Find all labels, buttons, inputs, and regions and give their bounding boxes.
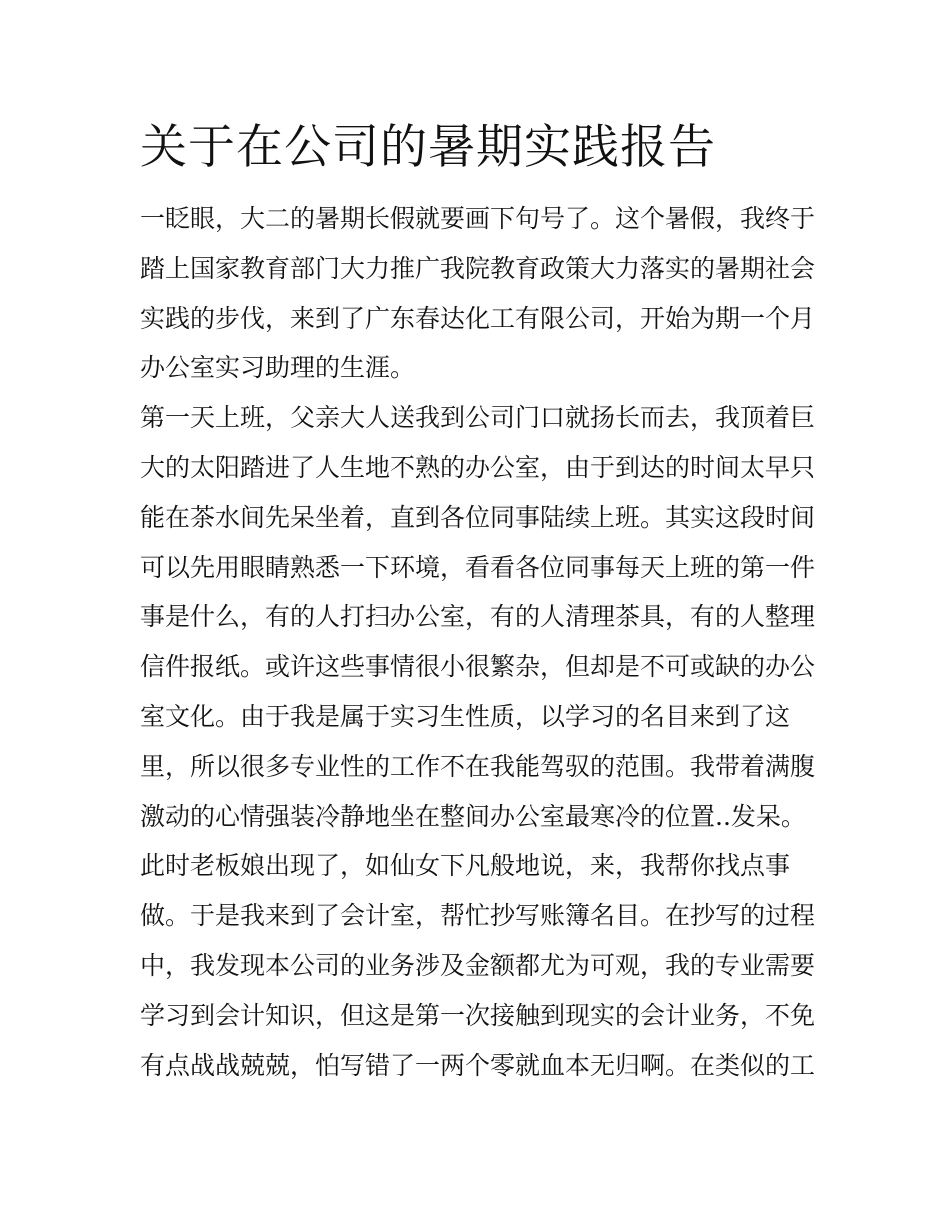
body-line: 能在茶水间先呆坐着，直到各位同事陆续上班。其实这段时间 bbox=[140, 502, 816, 532]
document-title: 关于在公司的暑期实践报告 bbox=[140, 120, 716, 175]
body-line: 办公室实习助理的生涯。 bbox=[140, 353, 416, 383]
body-line: 学习到会计知识，但这是第一次接触到现实的会计业务，不免 bbox=[140, 1000, 816, 1030]
body-line: 信件报纸。或许这些事情很小很繁杂，但却是不可或缺的办公 bbox=[140, 652, 816, 682]
body-line: 有点战战兢兢，怕写错了一两个零就血本无归啊。在类似的工 bbox=[140, 1050, 816, 1080]
body-line: 事是什么，有的人打扫办公室，有的人清理茶具，有的人整理 bbox=[140, 602, 816, 632]
body-line: 此时老板娘出现了，如仙女下凡般地说，来，我帮你找点事 bbox=[140, 851, 791, 881]
body-line: 实践的步伐，来到了广东春达化工有限公司，开始为期一个月 bbox=[140, 303, 816, 333]
body-line: 中，我发现本公司的业务涉及金额都尤为可观，我的专业需要 bbox=[140, 950, 816, 980]
body-line: 大的太阳踏进了人生地不熟的办公室，由于到达的时间太早只 bbox=[140, 452, 816, 482]
body-line: 踏上国家教育部门大力推广我院教育政策大力落实的暑期社会 bbox=[140, 253, 816, 283]
body-line: 激动的心情强装冷静地坐在整间办公室最寒冷的位置..发呆。 bbox=[140, 801, 806, 831]
body-line: 做。于是我来到了会计室，帮忙抄写账簿名目。在抄写的过程 bbox=[140, 901, 816, 931]
body-line: 里，所以很多专业性的工作不在我能驾驭的范围。我带着满腹 bbox=[140, 751, 816, 781]
body-line: 可以先用眼睛熟悉一下环境，看看各位同事每天上班的第一件 bbox=[140, 552, 816, 582]
body-line: 第一天上班，父亲大人送我到公司门口就扬长而去，我顶着巨 bbox=[140, 403, 816, 433]
body-line: 一眨眼，大二的暑期长假就要画下句号了。这个暑假，我终于 bbox=[140, 204, 816, 233]
document-body bbox=[140, 194, 820, 1090]
body-line: 室文化。由于我是属于实习生性质，以学习的名目来到了这 bbox=[140, 701, 791, 731]
